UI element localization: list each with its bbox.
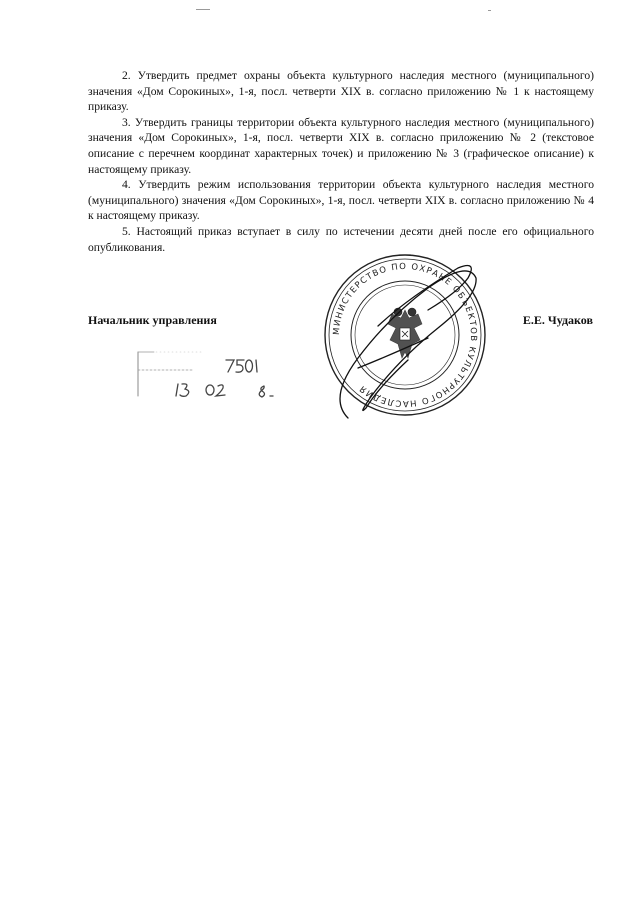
signatory-name: Е.Е. Чудаков [522, 313, 593, 327]
paragraph-5: 5. Настоящий приказ вступает в силу по истечении десяти дней после его официального опубликования. [88, 224, 594, 254]
scan-artifact [488, 10, 491, 11]
seal-text: МИНИСТЕРСТВО ПО ОХРАНЕ ОБЪЕКТОВ КУЛЬТУРНОГО НАСЛЕДИЯ [331, 261, 479, 409]
scan-artifact [196, 9, 210, 10]
paragraph-3: 3. Утвердить границы территории объекта культурного наследия местного (муниципального) значения «Дом Сорокиных», 1-я, посл. четверти XIX в. согласно приложению № 2 (текстовое описание с перечнем координат характерных точек) и приложению № 3 (графическое описание) к настоящему приказу. [88, 115, 594, 176]
official-seal [318, 248, 493, 423]
handwritten-registration-mark [132, 346, 292, 402]
document-body [88, 68, 594, 255]
paragraph-4: 4. Утвердить режим использования территории объекта культурного наследия местного (муниципального) значения «Дом Сорокиных», 1-я, посл. четверти XIX в. согласно приложению № 4 к настоящему приказу. [88, 178, 594, 223]
paragraph-2: 2. Утвердить предмет охраны объекта культурного наследия местного (муниципального) значения «Дом Сорокиных», 1-я, посл. четверти XIX в. согласно приложению № 1 к настоящему приказу. [88, 69, 594, 114]
signatory-title: Начальник управления [88, 313, 217, 327]
